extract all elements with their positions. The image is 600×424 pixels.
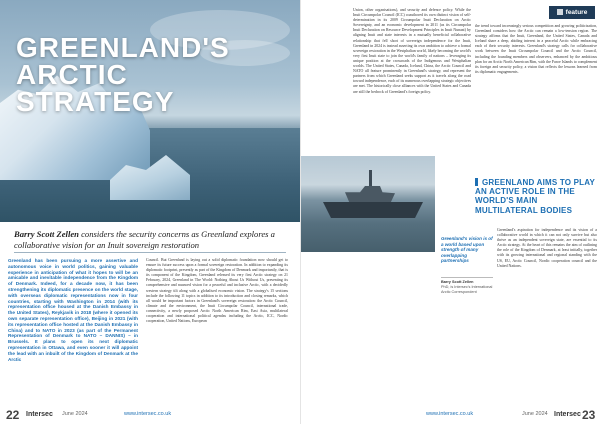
footer-right [300,406,600,424]
pull-quote [475,178,597,215]
photo-naval-ship [301,156,435,252]
lead-paragraph: Greenland has been pursuing a more assertive and autonomous voice in world politics, gaining valuable experience in anticipation of what it hopes to will be an amicable and inevitable independence from the Kingdom of Denmark. Indeed, for a decade now, it has been strengthening its diplomatic presence on the world stage, with overseas diplomatic representations now in four countries, starting with Washington in 2014 (with its representation office housed at the Danish Embassy in the United States), Reykjavik in 2018 (where it opened its own separate representation office), Beijing in 2021 (with its representation office hosted at the Danish Embassy in China) and to NATO in 2023 (as part of the Permanent Representation of Denmark to NATO – DANNIS) – in Brussels. It plans to open its next diplomatic representation in Ottawa, and even sooner it will appoint the lead with an inbuilt of the Kingdom of Denmark at the Arctic [8,258,138,362]
body-paragraph: Union, other organisations), and security and defence policy. While the Inuit Circumpolar Council (ICC) coauthored its own distinct vision of self-determination in its 2009 Circumpolar Inuit Declaration on Arctic Sovereignty, and an economic development in 2011 (as its Circumpolar Inuit Declaration on Resource Development Principles in Inuit Nunaat) by aligning Inuit and state interests in a mutually beneficial collaborative relationship that fell short of sovereign independence for the Inuit, Greenland in 2024 is instead asserting its own ambition to achieve a formal sovereign restoration in the Westphalian world, likely becoming the world's very first Inuit state to join the world's family of nations – leveraging its unique position at the crossroads of the Indigenous and Westphalian worlds. The United States, Canada, Iceland, China, the Arctic Council and NATO all feature prominently in Greenland's strategy, and represent the partners from which Greenland seeks support as it travels along the road toward independence, each of its numerous overlapping strategic objectives are met. The historically close alliances with the United States and Canada are still the bedrock of Greenland's foreign policy. [353,8,471,94]
quote-bar-icon [475,178,478,186]
byline-text: considers the security concerns as Greenland explores a collaborative vision for an Inuit sovereign restoration [14,229,275,250]
body-column-2 [146,258,288,327]
body-paragraph: Council. But Greenland is laying out a solid diplomatic foundation now should get to ensure its future success upon a formal sovereign restoration. In addition to expanding its diplomatic footprint, presently as part of the Kingdom of Denmark and importantly, that is its component of the Kingdom, Greenland released its very first Arctic strategy on 21 February, 2024, Greenland in The World: Nothing About Us Without Us, presenting its comprehensive and nuanced vision for a peaceful and inclusive Arctic, with a decidedly western strategy tilt along with a globalised economic vision. The strategy's 15 sections include the following 11 topics in addition to its introduction and closing remarks, which all would be important factors in Greenland's sovereign restoration: the Arctic Council, climate and the environment, the Inuit Circumpolar Council, international trade, connectivity, a newly proposed Arctic North American Rim, East Asia, multilateral cooperation and international political agendas including the Arctic, ICC, Nordic cooperation, United Nations, European [146,258,288,324]
section-tab [549,6,595,19]
byline-author: Barry Scott Zellen [14,229,79,239]
hero-image-iceberg [0,0,300,222]
url-right[interactable]: www.intersec.co.uk [426,411,474,417]
title-line-2: ARCTIC [16,59,128,90]
body-paragraph: Greenland's aspiration for independence and its vision of a collaborative world in which it can not only survive but also thrive as an independent sovereign state, are essential to its Arctic strategy. At the heart of this remains the aim of outlining the role of the Kingdom of Denmark, at least initially, together with its growing international and regional standing with the US, EU, Arctic Council, Nordic cooperation council and the United Nations. [497,228,597,268]
author-credit [441,277,493,294]
right-page [300,0,600,424]
brand-right: Intersec [554,411,581,418]
pull-quote-text: GREENLAND AIMS TO PLAY AN ACTIVE ROLE IN THE WORLD'S MAIN MULTILATERAL BODIES [475,178,595,215]
date-right: June 2024 [522,411,548,417]
standfirst [14,229,286,251]
url-left[interactable]: www.intersec.co.uk [124,411,172,417]
article-title [16,34,230,115]
photo-caption: Greenland's vision is of a world based upon strength of many overlapping partnerships [441,236,493,264]
body-paragraph: the trend toward increasingly serious competition and growing politicisation, Greenland considers how the Arctic can remain a low-tension region. The strategy affirms that the Inuit, Greenland, the United States, Canada and Iceland share a deep, abiding interest in a peaceful Arctic while embracing each of their security interests. Greenland's strategy calls for collaborative work between the Inuit Circumpolar Council and the Arctic Council, including the founding members and observers, enhanced by the ambitious plan for an Arctic North American Rim, with the Faroe Islands to complement its foreign and security policy, a vision that reflects the lessons learned from its diplomatic engagements. [475,24,597,74]
body-column-3 [353,8,471,98]
section-label: feature [565,9,588,16]
title-line-3: STRATEGY [16,86,175,117]
divider [14,252,286,253]
credit-name: Barry Scott Zellen [441,280,474,284]
page-number-right: 23 [582,408,596,422]
ship-mast-shape [369,170,372,188]
date-left: June 2024 [62,411,88,417]
ship-superstructure-shape [345,186,395,204]
body-column-4 [475,24,597,78]
brand-left: Intersec [26,411,53,418]
title-line-1: GREENLAND'S [16,32,230,63]
section-square-icon [557,9,563,15]
byline [14,229,286,251]
body-column-5 [497,228,597,272]
credit-role: PhD, is Intersec's International Arctic Correspondent [441,284,493,294]
footer-left [0,406,300,424]
ship-hull-shape [323,202,423,218]
page-number-left: 22 [6,408,20,422]
body-column-1 [8,258,138,365]
